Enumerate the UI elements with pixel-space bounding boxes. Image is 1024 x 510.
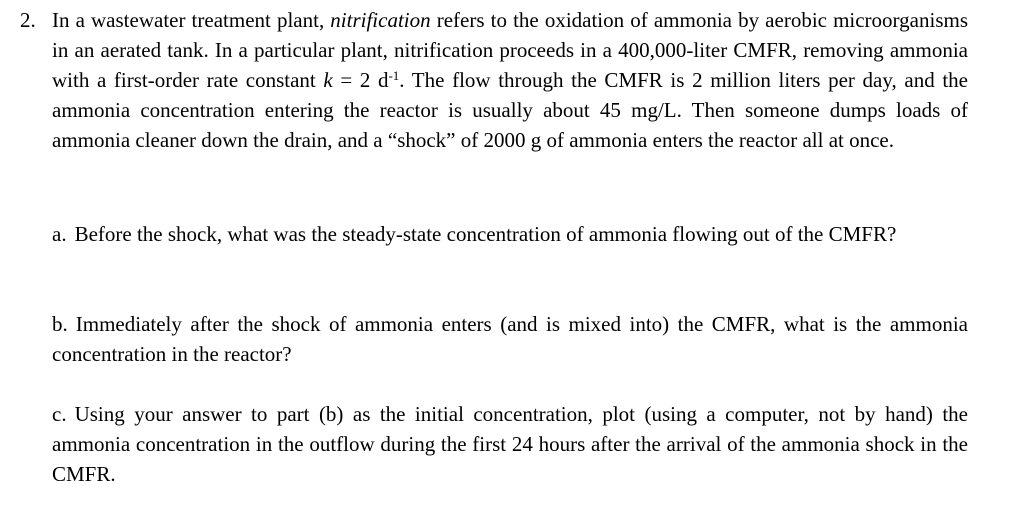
rate-constant-exponent: -1 (388, 68, 400, 83)
problem-number: 2. (20, 8, 36, 32)
part-c-letter: c. (52, 402, 67, 426)
part-a-letter: a. (52, 222, 67, 246)
part-b (52, 309, 968, 369)
statement-text-3: . The flow through the CMFR is 2 million liters per day, and the ammonia concentration entering the reactor is usually about 45 mg/L. Then someone dumps loads of ammonia cleaner down the drain, and a “shock” of 2000 g of ammonia enters the reactor all at once. (52, 68, 968, 152)
part-a-text: Before the shock, what was the steady-state concentration of ammonia flowing out of the CMFR? (74, 222, 897, 246)
term-nitrification: nitrification (330, 8, 431, 32)
problem-statement (52, 5, 968, 155)
part-c-text: Using your answer to part (b) as the initial concentration, plot (using a computer, not by hand) the ammonia concentration in the outflow during the first 24 hours after the arrival of the ammonia shock in the CMFR. (52, 402, 968, 486)
statement-text-2: refers to the oxidation of ammonia by aerobic microorganisms in an aerated tank. In a particular plant, nitrification proceeds in a 400,000-liter CMFR, removing ammonia with a first-order rate constant (52, 8, 969, 92)
part-a (52, 219, 968, 249)
part-b-text: Immediately after the shock of ammonia enters (and is mixed into) the CMFR, what is the ammonia concentration in the reactor? (52, 312, 968, 366)
rate-constant-value: = 2 d (332, 68, 389, 92)
rate-constant-symbol: k (323, 68, 333, 92)
statement-text-1: In a wastewater treatment plant, (52, 8, 331, 32)
part-b-letter: b. (52, 312, 68, 336)
part-c (52, 399, 968, 489)
